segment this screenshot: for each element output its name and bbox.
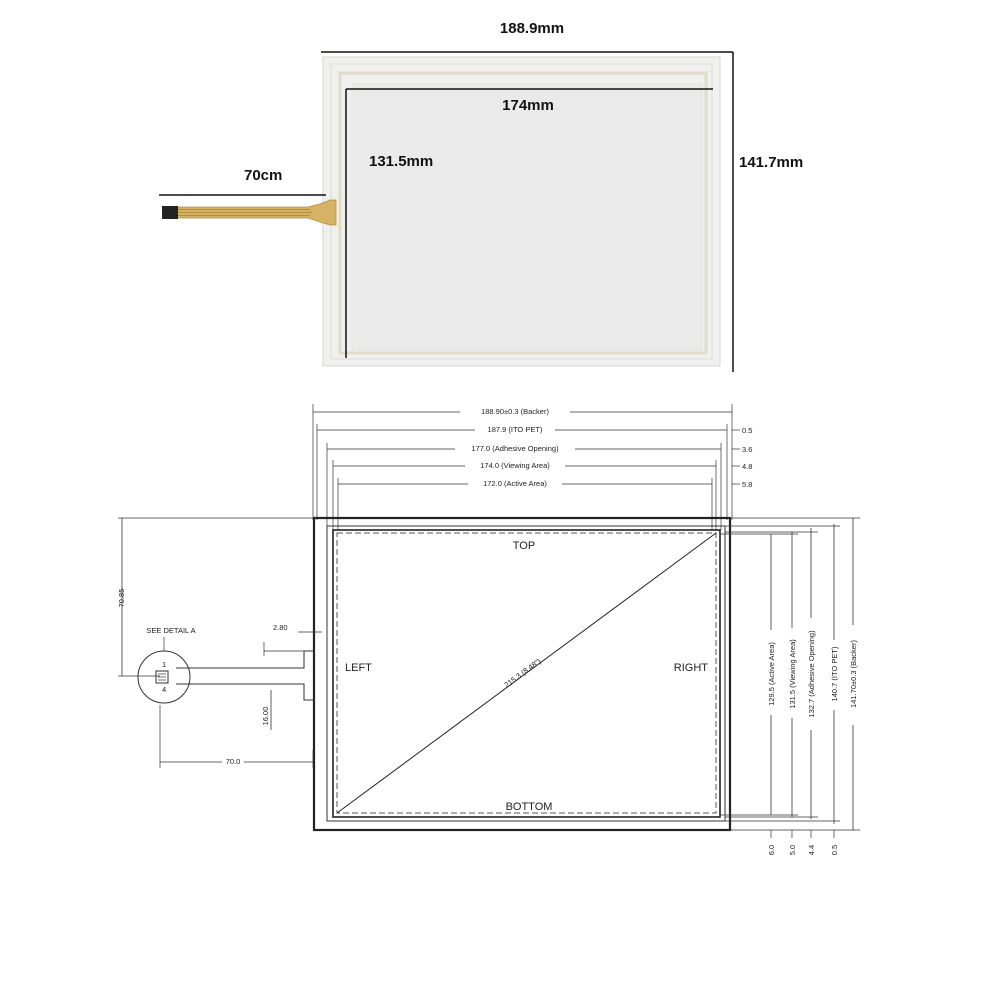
width-backer-label: 188.90±0.3 (Backer) bbox=[481, 407, 549, 416]
label-bottom: BOTTOM bbox=[505, 801, 553, 813]
width-active-label: 172.0 (Active Area) bbox=[483, 479, 547, 488]
tail-gap-label: 2.80 bbox=[273, 623, 288, 632]
height-adhesive-label: 132.7 (Adhesive Opening) bbox=[807, 630, 816, 718]
cable-length-label: 70cm bbox=[244, 167, 283, 184]
pin4-label: 4 bbox=[162, 685, 167, 694]
see-detail-label: SEE DETAIL A bbox=[146, 626, 196, 635]
width-adhesive-label: 177.0 (Adhesive Opening) bbox=[471, 444, 559, 453]
label-right: RIGHT bbox=[673, 662, 708, 674]
bottom-offset-3: 0.5 bbox=[830, 844, 839, 856]
tail-cable bbox=[176, 651, 314, 700]
width-dimensions bbox=[313, 404, 752, 530]
tail-dimensions bbox=[117, 518, 322, 768]
height-viewing-label: 131.5 (Viewing Area) bbox=[788, 639, 797, 709]
flat-cable bbox=[162, 200, 336, 225]
inner-width-label: 174mm bbox=[502, 97, 554, 114]
height-ito-pet-label: 140.7 (ITO PET) bbox=[830, 646, 839, 702]
label-left: LEFT bbox=[345, 662, 372, 674]
touch-panel-viewing-area bbox=[352, 84, 702, 350]
technical-drawing bbox=[117, 404, 860, 855]
height-backer-label: 141.70±0.3 (Backer) bbox=[849, 640, 858, 708]
product-photo bbox=[159, 20, 803, 372]
right-offset-1: 3.6 bbox=[742, 445, 753, 454]
bottom-offset-0: 6.0 bbox=[767, 844, 776, 856]
height-dimensions bbox=[720, 518, 860, 855]
label-diagonal: 215.3 (8.48") bbox=[502, 656, 543, 690]
tail-width-label: 16.00 bbox=[261, 706, 270, 726]
cable-connector bbox=[162, 206, 178, 219]
panel-outline bbox=[314, 518, 730, 830]
photo-width-label: 188.9mm bbox=[499, 20, 565, 37]
bottom-offset-1: 5.0 bbox=[788, 844, 797, 856]
width-ito-pet-label: 187.9 (ITO PET) bbox=[487, 425, 543, 434]
right-offset-2: 4.8 bbox=[742, 462, 753, 471]
pin1-label: 1 bbox=[162, 660, 167, 669]
bottom-offset-2: 4.4 bbox=[807, 844, 816, 856]
right-offset-3: 5.8 bbox=[742, 480, 753, 489]
width-viewing-label: 174.0 (Viewing Area) bbox=[480, 461, 550, 470]
photo-height-label: 141.7mm bbox=[739, 154, 804, 171]
inner-height-label: 131.5mm bbox=[369, 153, 434, 170]
tail-length-label: 70.0 bbox=[225, 757, 241, 766]
tail-offset-label: 70.85 bbox=[117, 588, 126, 608]
right-offset-0: 0.5 bbox=[742, 426, 753, 435]
height-active-label: 129.5 (Active Area) bbox=[767, 642, 776, 706]
label-top: TOP bbox=[512, 540, 536, 552]
